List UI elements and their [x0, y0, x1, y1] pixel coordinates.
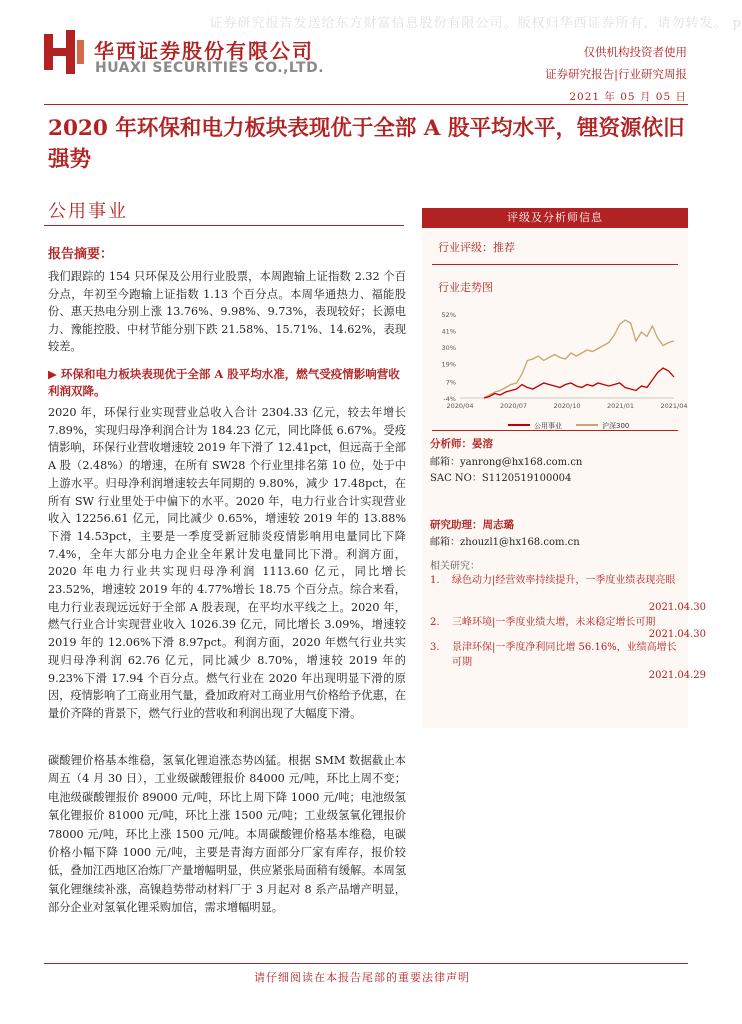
related-item[interactable] [430, 615, 680, 630]
legal-notice: 请仔细阅读在本报告尾部的重要法律声明 [254, 971, 470, 984]
trend-chart-title: 行业走势图 [438, 281, 493, 294]
report-title: 2020 年环保和电力板块表现优于全部 A 股平均水平，锂资源依旧强势 [48, 116, 685, 172]
analyst-email: 邮箱：yanrong@hx168.com.cn [430, 457, 583, 468]
analyst-sac: SAC NO：S1120519100004 [430, 473, 572, 484]
analyst-name: 分析师：晏溶 [430, 438, 493, 450]
series-line [484, 368, 674, 398]
x-tick-label: 2020/07 [499, 402, 528, 410]
related-item-title[interactable]: 三峰环境|一季度业绩大增，未来稳定增长可期 [452, 617, 656, 628]
x-tick-label: 2020/04 [446, 402, 474, 410]
huaxi-logo-icon [44, 30, 84, 74]
summary-subheading: ▶ 环保和电力板块表现优于全部 A 股平均水准，燃气受疫情影响营收利润双降。 [48, 367, 400, 398]
assistant-name: 研究助理：周志璐 [430, 519, 514, 531]
footer-divider [44, 963, 688, 964]
legend-label: 沪深300 [602, 422, 630, 430]
summary-heading: 报告摘要： [48, 247, 114, 262]
y-tick-label: 30% [441, 344, 456, 352]
related-item[interactable] [430, 640, 680, 670]
header-date: 2021 年 05 月 05 日 [569, 91, 687, 103]
summary-paragraph-1: 我们跟踪的 154 只环保及公用行业股票，本周跑输上证指数 2.32 个百分点，年初至今跑输上证指数 1.13 个百分点。本周华通热力、福能股份、惠天热电分别上涨 13.76%、9.98%、9.73%，表现较好；长源电力、豫能控股、中材节能分别下跌 21.58%、15.71%、14.62%，表现较差。 [48, 270, 406, 353]
rating-label: 行业评级： [438, 241, 493, 254]
y-tick-label: 52% [441, 311, 456, 319]
x-tick-label: 2020/10 [553, 402, 581, 410]
watermark: 证券研究报告发送给东方财富信息股份有限公司。版权归华西证券所有，请勿转发。 p [209, 16, 742, 31]
trend-chart [426, 306, 688, 446]
related-item-title[interactable]: 绿色动力|经营效率持续提升，一季度业绩表现亮眼 [452, 575, 676, 586]
related-item-number: 3. [430, 642, 440, 653]
y-tick-label: 41% [441, 327, 456, 336]
company-name-en: HUAXI SECURITIES CO.,LTD. [95, 60, 325, 76]
header-audience: 仅供机构投资者使用 [583, 45, 687, 59]
industry-divider [44, 225, 404, 226]
header-report-type: 证券研究报告|行业研究周报 [545, 67, 687, 81]
legend-label: 公用事业 [534, 422, 562, 430]
related-item-title[interactable]: 景津环保|一季度净利同比增 56.16%，业绩高增长可期 [452, 642, 677, 668]
company-name-cn: 华西证券股份有限公司 [94, 39, 314, 63]
related-research-heading: 相关研究： [430, 561, 480, 572]
rating-value: 推荐 [493, 241, 515, 254]
panel-divider [432, 264, 678, 265]
summary-paragraph-3: 碳酸锂价格基本维稳，氢氧化锂追涨态势凶猛。根据 SMM 数据截止本周五（4 月 30 日），工业级碳酸锂报价 84000 元/吨，环比上周不变；电池级碳酸锂报价 89000 元/吨，环比上周下降 1000 元/吨；电池级氢氧化锂报价 81000 元/吨，环比上涨 1500 元/吨；工业级氢氧化锂报价 78000 元/吨，环比上涨 1500 元/吨。本周碳酸锂价格基本维稳，电碳价格小幅下降 1000 元/吨，主要是青海方面部分厂家有库存，报价较低，叠加江西地区冶炼厂产量增幅明显，供应紧张局面稍有缓解。本周氢氧化锂继续补涨，高镍趋势带动材料厂于 3 月起对 8 系产品增产明显，部分企业对氢氧化锂采购加信，需求增幅明显。 [48, 754, 407, 915]
industry-label: 公用事业 [48, 201, 128, 222]
assistant-email: 邮箱：zhouzl1@hx168.com.cn [430, 537, 580, 548]
industry-rating [438, 239, 515, 255]
x-tick-label: 2021/01 [606, 402, 635, 410]
related-item-date: 2021.04.30 [648, 629, 706, 640]
x-tick-label: 2021/04 [660, 402, 688, 410]
header-divider [44, 104, 688, 105]
related-item-number: 1. [430, 575, 440, 586]
related-item-number: 2. [430, 617, 440, 628]
related-item[interactable] [430, 573, 680, 603]
y-tick-label: 19% [441, 360, 456, 369]
related-item-date: 2021.04.29 [648, 670, 706, 681]
y-tick-label: -4% [443, 395, 456, 403]
y-tick-label: 7% [445, 378, 456, 387]
related-item-date: 2021.04.30 [648, 602, 706, 613]
summary-paragraph-2: 2020 年，环保行业实现营业总收入合计 2304.33 亿元，较去年增长 7.89%，实现归母净利润合计为 184.23 亿元，同比降低 6.67%。受疫情影响，环保行业营收增速较 2019 年下滑了 12.41pct，但远高于全部 A 股（2.48%）的增速，在所有 SW28 个行业里排名第 10 位，处于中上游水平。归母净利润增速较去年同期的 9.80%，减少 17.48pct，在所有 SW 行业里处于中偏下的水平。2020 年，电力行业合计实现营业收入 12256.61 亿元，同比减少 0.65%，增速较 2019 年的 13.88%下滑 14.53pct，主要是一季度受新冠肺炎疫情影响用电量同比下降 7.4%，全年大部分电力企业全年累计发电量同比下滑。利润方面，2020 年电力行业共实现归母净利润 1113.60 亿元，同比增长 23.52%，增速较 2019 年的 4.77%增长 18.75 个百分点。综合来看，电力行业表现远远好于全部 A 股表现，在平均水平线之上。2020 年，燃气行业合计实现营业收入 1026.39 亿元，同比增长 3.09%，增速较 2019 年的 12.06%下滑 8.97pct。利润方面，2020 年燃气行业共实现归母净利润 62.76 亿元，同比减少 8.70%，增速较 2019 年的 9.23%下滑 17.94 个百分点。燃气行业在 2020 年出现明显下滑的原因，疫情影响了工商业用气量，叠加政府对工商业用气价格给予优惠，在量价齐降的背景下，燃气行业的营收和利润出现了大幅度下滑。 [48, 406, 407, 720]
panel-divider [432, 430, 678, 431]
panel-heading: 评级及分析师信息 [422, 208, 688, 228]
